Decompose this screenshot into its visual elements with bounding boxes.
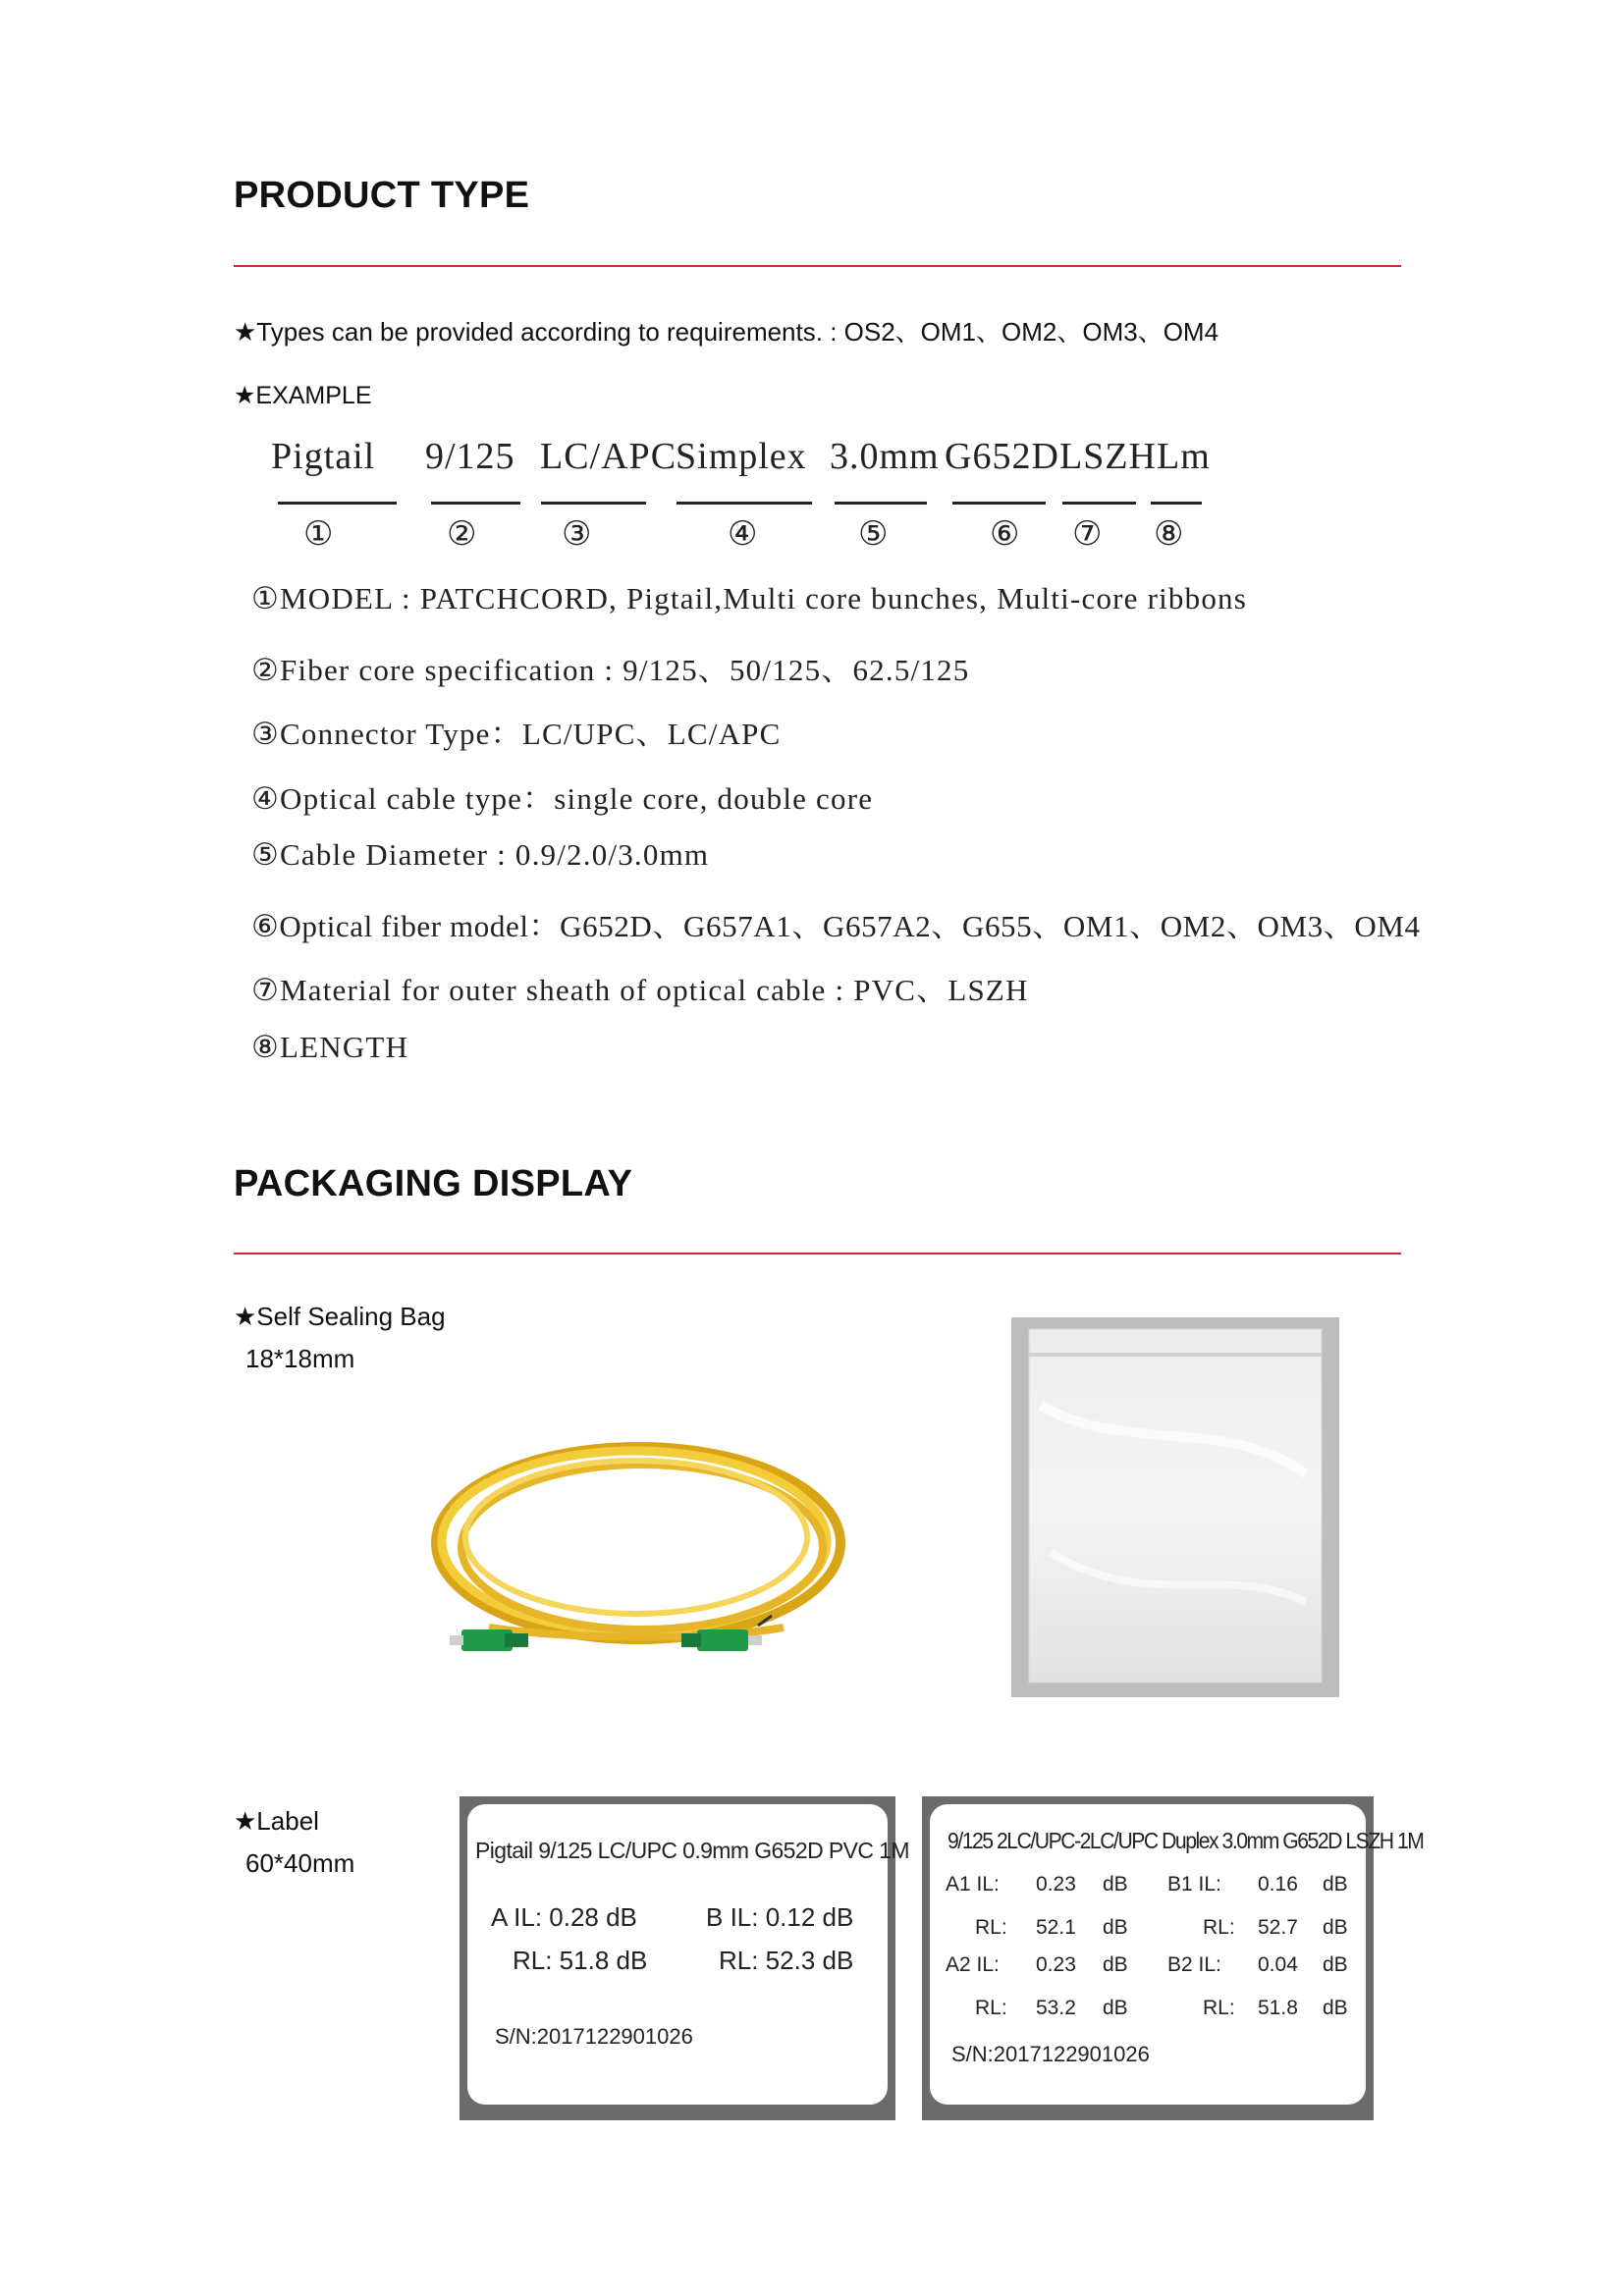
duplex-cell: dB bbox=[1103, 1873, 1128, 1896]
code-underline bbox=[1151, 502, 1202, 505]
duplex-cell: dB bbox=[1323, 1953, 1348, 1976]
duplex-cell: dB bbox=[1323, 1997, 1348, 2019]
duplex-cell: 0.16 bbox=[1258, 1873, 1298, 1896]
duplex-cell: 0.04 bbox=[1258, 1953, 1298, 1976]
duplex-cell: B1 IL: bbox=[1167, 1873, 1221, 1896]
code-underline bbox=[278, 502, 397, 505]
definition-model: ①MODEL : PATCHCORD, Pigtail,Multi core bunches, Multi-core ribbons bbox=[251, 581, 1247, 615]
types-line: ★Types can be provided according to requirements. : OS2、OM1、OM2、OM3、OM4 bbox=[234, 317, 1219, 347]
label-size: 60*40mm bbox=[245, 1848, 355, 1878]
duplex-cell: 0.23 bbox=[1036, 1953, 1076, 1976]
duplex-cell: dB bbox=[1103, 1997, 1128, 2019]
simplex-serial: S/N:2017122901026 bbox=[495, 2024, 693, 2049]
duplex-cell: 0.23 bbox=[1036, 1873, 1076, 1896]
code-part-diameter: 3.0mm bbox=[830, 436, 940, 477]
code-part-connector: LC/APC bbox=[540, 436, 677, 477]
bag-label: ★Self Sealing Bag bbox=[234, 1302, 446, 1331]
duplex-cell: dB bbox=[1103, 1916, 1128, 1939]
duplex-cell: A1 IL: bbox=[946, 1873, 1000, 1896]
definition-sheath: ⑦Material for outer sheath of optical cable : PVC、LSZH bbox=[251, 973, 1029, 1007]
definition-core-spec: ②Fiber core specification : 9/125、50/125、62.5/125 bbox=[251, 653, 970, 687]
bag-size: 18*18mm bbox=[245, 1344, 355, 1373]
marker-8: ⑧ bbox=[1154, 516, 1184, 553]
marker-5: ⑤ bbox=[858, 516, 889, 553]
example-label: ★EXAMPLE bbox=[234, 382, 372, 409]
marker-7: ⑦ bbox=[1072, 516, 1103, 553]
simplex-label-card bbox=[460, 1796, 909, 2120]
duplex-cell: 51.8 bbox=[1258, 1997, 1298, 2019]
sealing-bag-image bbox=[1011, 1317, 1339, 1697]
patch-cord-image bbox=[420, 1394, 852, 1688]
duplex-cell: B2 IL: bbox=[1167, 1953, 1221, 1976]
code-part-cable-type: Simplex bbox=[676, 436, 807, 477]
marker-2: ② bbox=[447, 516, 477, 553]
code-underline bbox=[677, 502, 812, 505]
duplex-cell: 52.1 bbox=[1036, 1916, 1076, 1939]
marker-1: ① bbox=[303, 516, 334, 553]
code-underline bbox=[541, 502, 646, 505]
label-label: ★Label bbox=[234, 1806, 319, 1836]
duplex-cell: RL: bbox=[975, 1916, 1007, 1939]
marker-6: ⑥ bbox=[990, 516, 1020, 553]
code-underline bbox=[952, 502, 1046, 505]
code-part-fiber: G652D bbox=[945, 436, 1059, 477]
duplex-serial: S/N:2017122901026 bbox=[951, 2042, 1150, 2066]
duplex-cell: dB bbox=[1323, 1916, 1348, 1939]
duplex-cell: RL: bbox=[1203, 1916, 1235, 1939]
duplex-label-title: 9/125 2LC/UPC-2LC/UPC Duplex 3.0mm G652D LSZH 1M bbox=[947, 1828, 1424, 1853]
section-divider bbox=[234, 265, 1401, 267]
duplex-cell: 53.2 bbox=[1036, 1997, 1076, 2019]
simplex-label-title: Pigtail 9/125 LC/UPC 0.9mm G652D PVC 1M bbox=[475, 1838, 909, 1863]
definition-diameter: ⑤Cable Diameter : 0.9/2.0/3.0mm bbox=[251, 837, 710, 872]
simplex-a-rl: RL: 51.8 dB bbox=[513, 1946, 648, 1975]
marker-4: ④ bbox=[728, 516, 758, 553]
packaging-display-heading: PACKAGING DISPLAY bbox=[234, 1163, 633, 1204]
code-underline bbox=[431, 502, 520, 505]
code-part-core: 9/125 bbox=[425, 436, 515, 477]
duplex-cell: A2 IL: bbox=[946, 1953, 1000, 1976]
code-underline bbox=[1062, 502, 1136, 505]
definition-fiber-model: ⑥Optical fiber model：G652D、G657A1、G657A2、G655、OM1、OM2、OM3、OM4 bbox=[251, 909, 1421, 943]
product-type-heading: PRODUCT TYPE bbox=[234, 175, 530, 216]
code-part-model: Pigtail bbox=[271, 436, 376, 477]
duplex-label-card bbox=[922, 1796, 1424, 2120]
code-part-length: Lm bbox=[1157, 436, 1211, 477]
marker-3: ③ bbox=[562, 516, 592, 553]
simplex-b-il: B IL: 0.12 dB bbox=[706, 1902, 854, 1932]
duplex-cell: dB bbox=[1103, 1953, 1128, 1976]
definition-connector: ③Connector Type：LC/UPC、LC/APC bbox=[251, 717, 782, 751]
simplex-a-il: A IL: 0.28 dB bbox=[491, 1902, 637, 1932]
definition-length: ⑧LENGTH bbox=[251, 1030, 409, 1064]
simplex-b-rl: RL: 52.3 dB bbox=[719, 1946, 854, 1975]
code-part-sheath: LSZH bbox=[1059, 436, 1157, 477]
duplex-cell: 52.7 bbox=[1258, 1916, 1298, 1939]
duplex-cell: dB bbox=[1323, 1873, 1348, 1896]
duplex-cell: RL: bbox=[1203, 1997, 1235, 2019]
duplex-cell: RL: bbox=[975, 1997, 1007, 2019]
code-underline bbox=[835, 502, 927, 505]
definition-cable-type: ④Optical cable type：single core, double core bbox=[251, 781, 874, 816]
section-divider bbox=[234, 1253, 1401, 1255]
